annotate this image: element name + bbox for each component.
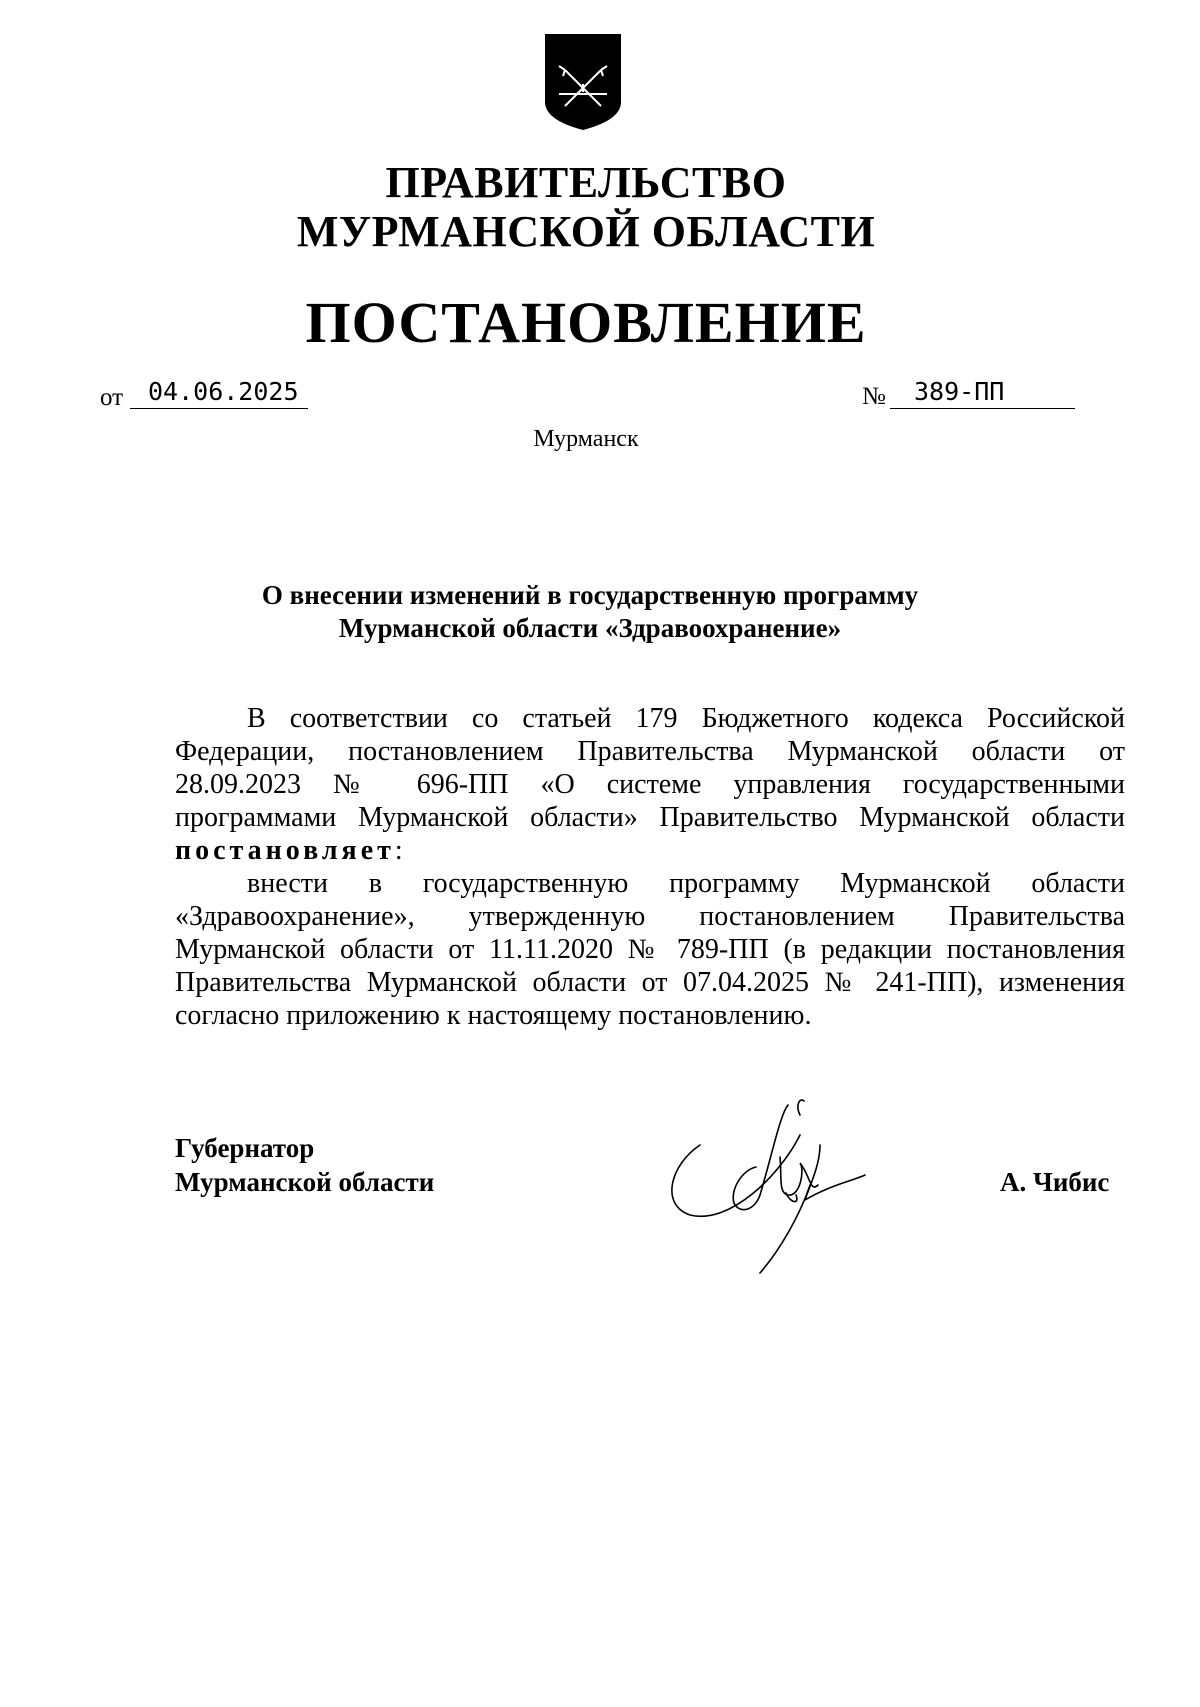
date-label: от <box>100 384 124 411</box>
subject-line-1: О внесении изменений в государственную программу <box>261 580 919 610</box>
signer-title <box>175 1131 434 1199</box>
city: Мурманск <box>533 426 639 452</box>
body-text-line: Правительства Мурманской области от 07.04.2025 № 241-ПП), изменения <box>175 967 1125 998</box>
body-text-line: 28.09.2023 № 696-ПП «О системе управления государственными <box>175 769 1125 800</box>
document-date: 04.06.2025 <box>130 375 308 409</box>
org-name-line-2: МУРМАНСКОЙ ОБЛАСТИ <box>296 207 876 256</box>
body-text-line <box>175 834 1125 867</box>
body-text-line: согласно приложению к настоящему постановлению. <box>175 1000 812 1031</box>
document-number: 389-ПП <box>890 375 1075 409</box>
handwritten-signature-icon <box>660 1075 890 1305</box>
body-text-line: программами Мурманской области» Правительство Мурманской области <box>175 802 1125 833</box>
document-type: ПОСТАНОВЛЕНИЕ <box>305 290 867 355</box>
body-text-line: «Здравоохранение», утвержденную постановлением Правительства <box>175 901 1125 932</box>
document-body <box>175 702 1125 1032</box>
signer-name: А. Чибис <box>1000 1167 1110 1197</box>
resolves-word: постановляет <box>175 835 395 866</box>
colon: : <box>394 835 403 866</box>
body-text-line: Мурманской области от 11.11.2020 № 789-ПП (в редакции постановления <box>175 934 1125 965</box>
coat-of-arms-icon <box>543 32 623 132</box>
number-label: № <box>862 383 886 410</box>
body-text-line: внести в государственную программу Мурманской области <box>247 868 1125 899</box>
org-name-line-1: ПРАВИТЕЛЬСТВО <box>385 158 787 207</box>
signer-title-line-1: Губернатор <box>175 1133 315 1163</box>
body-text-line: Федерации, постановлением Правительства Мурманской области от <box>175 736 1125 767</box>
body-text-line: В соответствии со статьей 179 Бюджетного кодекса Российской <box>247 703 1125 734</box>
signer-title-line-2: Мурманской области <box>175 1167 435 1197</box>
subject-line-2: Мурманской области «Здравоохранение» <box>338 613 842 643</box>
